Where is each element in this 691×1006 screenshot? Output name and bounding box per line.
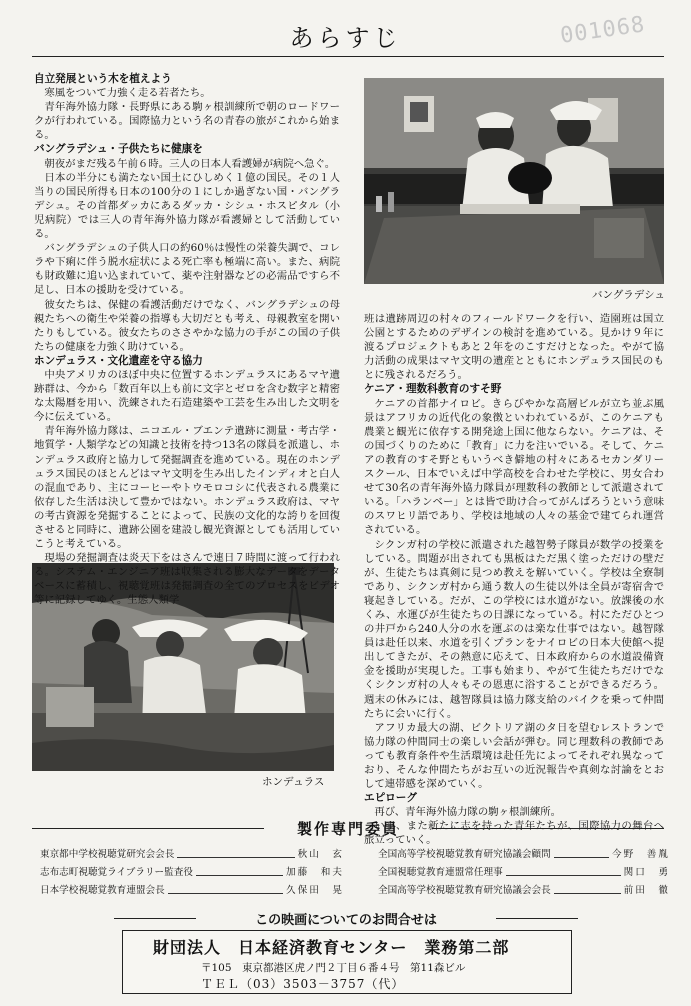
title-rule: [32, 56, 664, 57]
committee-entry: [378, 882, 670, 900]
committee-name: 秋山 玄: [297, 849, 344, 860]
body-paragraph: 班は遺跡周辺の村々のフィールドワークを行い、造園班は国立公園とするためのデザインの検討を進めている。見かけ９年に渡るプロジェクトもあと２年をのこすだけとなった。やがて協力活動の成果はマヤ文明の遺産とともにホンデュラス国民のもとに残されるだろう。: [364, 313, 664, 382]
inquiry-rule-right: [496, 918, 578, 919]
committee-entry: [40, 864, 344, 882]
leader-line: [554, 882, 621, 894]
committee-name: 加藤 和夫: [286, 867, 344, 878]
synopsis-column-right: [364, 312, 664, 848]
committee-name: 関口 勇: [623, 867, 670, 878]
leader-line: [554, 846, 609, 858]
committee-org: 志布志町視聴覚ライブラリー監査役: [40, 867, 193, 878]
committee-name: 久保田 晃: [286, 885, 344, 896]
body-paragraph: シクンガ村の学校に派遣された越智勢子隊員が数学の授業をしている。問題が出されても黒板はただ黒く塗っただけの壁だが、生徒たちは真剣に見つめ教えを解いていく。学校は全寮制であり、シクンガ村から通う数人の生徒以外は全員が寄宿舎で寝起きしている。だが、この学校には水道がない。放課後の水くみ、水運びが生徒たちの日課になっている。村にただひとつの井戸から240人分の水を運ぶのは楽な仕事ではない。越智隊員は赴任以来、水道を引くプランをナイロビの日本大使館へ提出してきたが、その熱意に応えて、日本政府からの水道設備資金を援助が実現した。工事も始まり、やがて生徒たちだけでなくシクンガ村の人々もその恩恵に浴することができるだろう。週末の休みには、越智隊員は協力隊支給のバイクを乗って仲間たちに会いに行く。: [364, 538, 664, 720]
body-paragraph: バングラデシュの子供人口の約60％は慢性の栄養失調で、コレラや下痢に伴う脱水症状による死亡率も極端に高い。また、病院も財政難に追い込まれていて、薬や注射器などの必需品ですら不足し、日本の援助を受けている。: [34, 242, 340, 297]
committee-list-left: [40, 846, 344, 900]
inquiry-telephone: ＴＥＬ（03）3503－3757（代）: [201, 977, 405, 991]
caption-honduras: ホンデュラス: [262, 776, 325, 788]
inquiry-title: この映画についてのお問合せは: [255, 913, 437, 928]
body-paragraph: 中央アメリカのほぼ中央に位置するホンデュラスにあるマヤ遺跡群は、今から「数百年以上も前に文字とゼロを含む数字と精密な太陽暦を用い、洗練された石造建築や工芸を生み出した文明を今に伝えている。: [34, 368, 340, 424]
inquiry-organization: 財団法人 日本経済教育センター 業務第二部: [153, 938, 510, 957]
caption-bangladesh: バングラデシュ: [592, 289, 665, 301]
committee-title: 製作専門委員: [296, 820, 399, 838]
body-paragraph: ケニアの首都ナイロビ。きらびやかな高層ビルが立ち並ぶ風景はアフリカの近代化の象徴といわれているが、このケニアも農業と観光に依存する開発途上国に他ならない。ケニアは、その国づくりのために「教育」に力を注いでいる。そして、ケニアの教育のすそ野ともいうべき僻地の村々にあるセカンダリースクール、日本でいえば中学高校を合わせた学校に、男女合わせて30名の青年海外協力隊員が理数科の教師として派遣されている。「ハランベー」とは皆で助け合ってがんばろうという意味のスワヒリ語であり、学校は地域の人々の基金で建てられ運営されている。: [364, 397, 664, 537]
committee-list-right: [378, 846, 670, 900]
committee-org: 全国高等学校視聴覚教育研究協議会顧問: [378, 849, 551, 860]
body-paragraph: 現場の発掘調査は炎天下をはさんで連日７時間に渡って行われる。システム・エンジニア班は収集される膨大なデータをデータベースに蓄積し、視聴覚班は発掘調査の全てのプロセスをビデオ等に記録してゆく。生態人類学: [34, 552, 340, 607]
page-title: あらすじ: [289, 24, 402, 52]
body-paragraph: いま、また新たに志を持った青年たちが、国際協力の舞台へ旅立っていく。: [364, 820, 664, 847]
body-paragraph: 青年海外協力隊は、ニコエル・ブエンテ遺跡に測量・考古学・地質学・人類学などの知識と技術を持つ13名の隊員を派遣し、ホンデュラス政府と協力して発掘調査を進めている。現在のホンデュラス国民のほとんどはマヤ文明を生み出したインディオと白人の混血であり、主にコーヒーやトウモロコシに代表される農業に依存した生活は決して豊かではない。ホンデュラス政府は、マヤの考古資源を発掘することによって、民族の文化的な誇りを回復させると同時に、遺跡公園を建設し観光資源としても活用していこうと考えている。: [34, 425, 340, 551]
section-heading: エピローグ: [364, 792, 417, 805]
inquiry-header: [114, 911, 578, 927]
body-paragraph: 青年海外協力隊・長野県にある駒ヶ根訓練所で朝のロードワークが行われている。国際協力という名の青春の旅がこれから始まる。: [34, 101, 340, 142]
leader-line: [168, 882, 283, 894]
section-heading: ケニア・理数科教育のすそ野: [364, 383, 502, 396]
leader-line: [506, 864, 621, 876]
committee-entry: [40, 882, 344, 900]
archive-stamp: 001068: [558, 12, 647, 49]
committee-entry: [378, 846, 670, 864]
body-paragraph: 再び、青年海外協力隊の駒ヶ根訓練所。: [374, 806, 562, 819]
section-heading: 自立発展という木を植えよう: [34, 73, 172, 85]
section-heading: バングラデシュ・子供たちに健康を: [34, 143, 203, 156]
body-paragraph: 寒風をついて力強く走る若者たち。: [44, 87, 211, 100]
committee-entry: [40, 846, 344, 864]
committee-org: 日本学校視聴覚教育連盟会長: [40, 885, 165, 896]
leader-line: [196, 864, 283, 876]
inquiry-box: [122, 930, 572, 994]
leader-line: [177, 846, 294, 858]
body-paragraph: 朝夜がまだ残る午前６時。三人の日本人看護婦が病院へ急ぐ。: [44, 157, 336, 170]
body-paragraph: アフリカ最大の湖、ビクトリア湖のタ日を望むレストランで協力隊の仲間同士の楽しい会話が弾む。同じ理数科の教師であっても教育条件や生活環境は赴任先によってそれぞれ異なっており、そんな仲間たちがお互いの近況報告や真剣な討論をとおして連帯感を深めていく。: [364, 721, 664, 791]
body-paragraph: 日本の半分にも満たない国土にひしめく１億の国民。その１人当りの国民所得も日本の100分の１にしか過ぎない国・バングラデシュ。その首都ダッカにあるダッカ・シシュ・ホスピタル（小児病院）では三人の青年海外協力隊が看護婦として活動している。: [34, 171, 340, 241]
committee-org: 東京都中学校視聴覚研究会会長: [40, 849, 175, 860]
section-heading: ホンデュラス・文化遺産を守る協力: [34, 354, 203, 367]
body-paragraph: 彼女たちは、保健の看護活動だけでなく、バングラデシュの母親たちへの衛生や栄養の指導も大切だとも考え、母親教室を開いたりもしている。彼女たちのささやかな協力の手がこの国の子供たちの健康を力強く助けている。: [34, 298, 340, 353]
inquiry-address: 〒105 東京都港区虎ノ門２丁目６番４号 第11森ビル: [201, 962, 466, 974]
synopsis-column-left: [34, 72, 340, 608]
committee-entry: [378, 864, 670, 882]
committee-rule-right: [432, 828, 664, 829]
committee-header: [32, 820, 664, 836]
committee-org: 全国高等学校視聴覚教育研究協議会会長: [378, 885, 551, 896]
committee-name: 前田 徹: [623, 885, 670, 896]
committee-name: 今野 善胤: [612, 849, 670, 860]
photo-bangladesh: [364, 78, 664, 284]
committee-org: 全国視聴覚教育連盟常任理事: [378, 867, 503, 878]
